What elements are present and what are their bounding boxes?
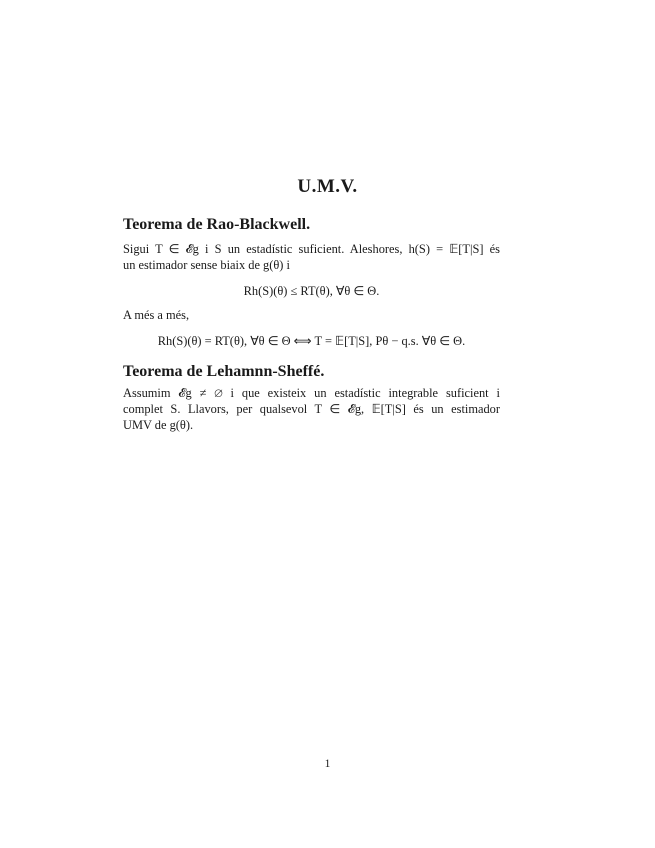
connector-text [123,307,500,323]
page-title: U.M.V. [297,176,358,197]
text-line: Assumim 𝓔g ≠ ∅ i que existeix un estadístic integrable suficient i [123,386,500,400]
page-number: 1 [324,758,331,770]
text-line: un estimador sense biaix de g(θ) i [123,258,290,272]
lehmann-scheffe-statement [123,385,500,433]
text-line: A més a més, [123,308,190,322]
rao-blackwell-statement [123,241,500,273]
equation-risk-inequality: Rh(S)(θ) ≤ RT(θ), ∀θ ∈ Θ. [243,284,380,298]
text-line: complet S. Llavors, per qualsevol T ∈ 𝓔g, 𝔼[T|S] és un estimador [123,402,500,416]
equation-risk-equality: Rh(S)(θ) = RT(θ), ∀θ ∈ Θ ⟺ T = 𝔼[T|S], Pθ − q.s. ∀θ ∈ Θ. [157,334,466,348]
heading-lehmann-scheffe: Teorema de Lehamnn-Sheffé. [123,363,325,380]
heading-rao-blackwell: Teorema de Rao-Blackwell. [123,216,311,233]
text-line: UMV de g(θ). [123,418,194,432]
text-line: Sigui T ∈ 𝓔g i S un estadístic suficient. Aleshores, h(S) = 𝔼[T|S] és [123,242,500,256]
